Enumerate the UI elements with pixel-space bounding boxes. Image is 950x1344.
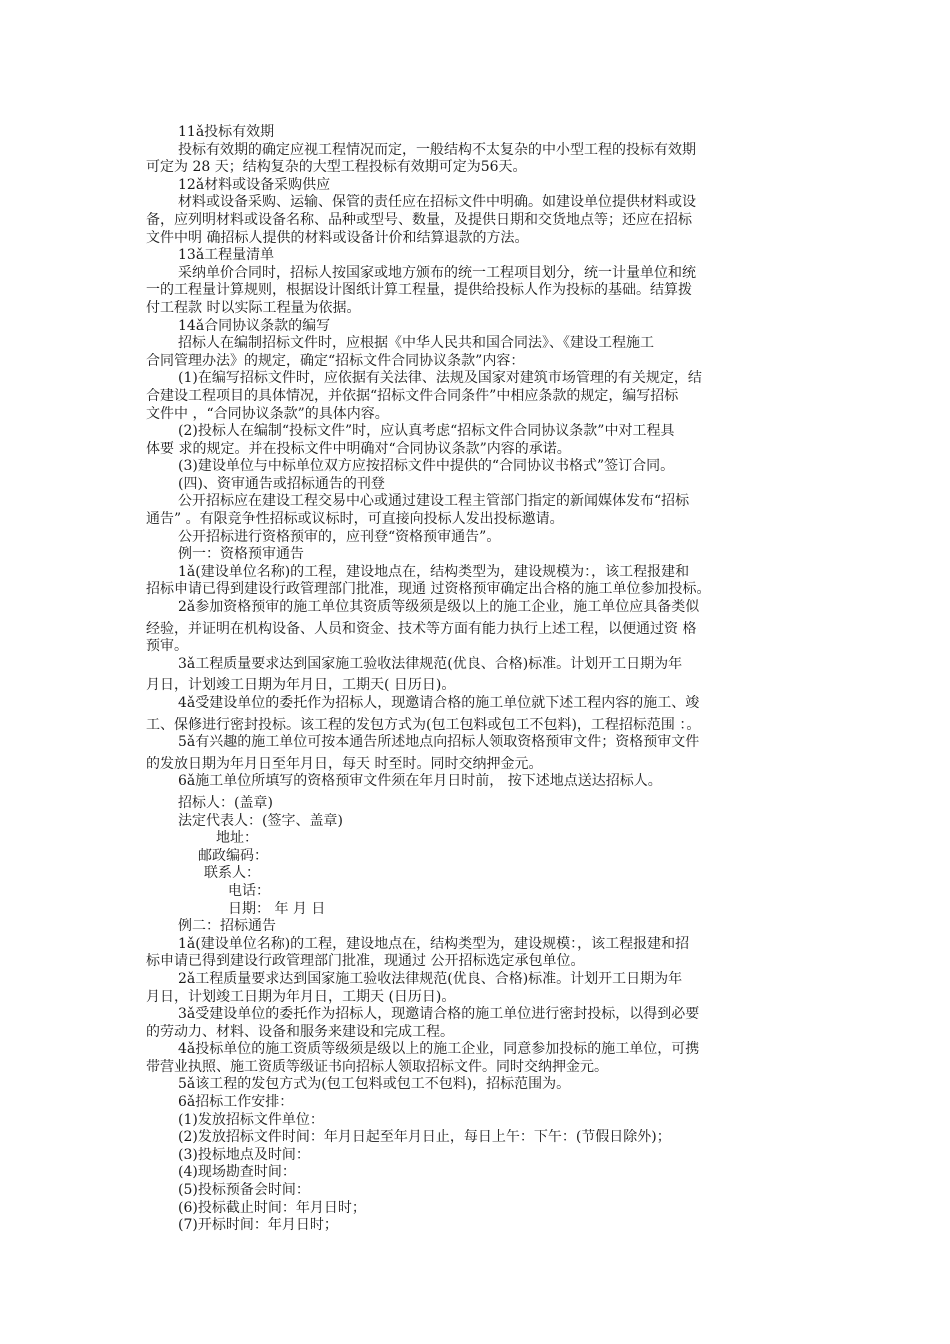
text-line: 的发放日期为年月日至年月日，每天 时至时。同时交纳押金元。 bbox=[146, 755, 543, 772]
text-line: 3ǎ受建设单位的委托作为招标人，现邀请合格的施工单位进行密封投标，以得到必要 bbox=[178, 1006, 700, 1023]
text-line: 带营业执照、施工资质等级证书向招标人领取招标文件。同时交纳押金元。 bbox=[146, 1058, 608, 1075]
text-line: 的劳动力、材料、设备和服务来建设和完成工程。 bbox=[146, 1023, 454, 1040]
text-line: 招标人在编制招标文件时，应根据《中华人民共和国合同法》、《建设工程施工 bbox=[178, 335, 654, 352]
text-line: 6ǎ招标工作安排： bbox=[178, 1094, 294, 1111]
text-line: 投标有效期的确定应视工程情况而定，一般结构不太复杂的中小型工程的投标有效期 bbox=[178, 141, 696, 158]
text-line: 13ǎ工程量清单 bbox=[178, 247, 275, 264]
text-line: 预审。 bbox=[146, 638, 188, 655]
text-line: 月日，计划竣工日期为年月日，工期天( 日历日)。 bbox=[146, 677, 456, 694]
text-line: 公开招标应在建设工程交易中心或通过建设工程主管部门指定的新闻媒体发布“招标 bbox=[178, 493, 690, 510]
text-line: 1ǎ(建设单位名称)的工程，建设地点在，结构类型为，建设规模：，该工程报建和招 bbox=[178, 935, 690, 952]
text-line: 可定为 28 天；结构复杂的大型工程投标有效期可定为56天。 bbox=[146, 159, 527, 176]
text-line: 合建设工程项目的具体情况，并依据“招标文件合同条件”中相应条款的规定，编写招标 bbox=[146, 387, 679, 404]
text-line: (3)投标地点及时间： bbox=[178, 1146, 310, 1163]
text-line: 2ǎ参加资格预审的施工单位其资质等级须是级以上的施工企业，施工单位应具备类似 bbox=[178, 599, 700, 616]
text-line: 例二：招标通告 bbox=[178, 918, 276, 935]
text-line: (1)发放招标文件单位： bbox=[178, 1111, 324, 1128]
text-line: 采纳单价合同时，招标人按国家或地方颁布的统一工程项目划分，统一计量单位和统 bbox=[178, 264, 696, 281]
text-line: 例一：资格预审通告 bbox=[178, 546, 304, 563]
text-line: 5ǎ有兴趣的施工单位可按本通告所述地点向招标人领取资格预审文件；资格预审文件 bbox=[178, 734, 700, 751]
text-line: 电话： bbox=[228, 882, 270, 899]
text-line: 合同管理办法》的规定，确定“招标文件合同协议条款”内容： bbox=[146, 352, 525, 369]
text-line: 日期： 年 月 日 bbox=[228, 900, 326, 917]
text-line: 备，应列明材料或设备名称、品种或型号、数量，及提供日期和交货地点等；还应在招标 bbox=[146, 211, 692, 228]
text-line: 地址： bbox=[216, 830, 258, 847]
text-line: (6)投标截止时间：年月日时； bbox=[178, 1199, 366, 1216]
text-line: (1)在编写招标文件时，应依据有关法律、法规及国家对建筑市场管理的有关规定，结 bbox=[178, 370, 702, 387]
text-line: 2ǎ工程质量要求达到国家施工验收法律规范(优良、合格)标准。计划开工日期为年 bbox=[178, 970, 683, 987]
text-line: 一的工程量计算规则，根据设计图纸计算工程量，提供给投标人作为投标的基础。结算拨 bbox=[146, 282, 692, 299]
document-body bbox=[146, 124, 806, 1235]
text-line: 文件中 ，“合同协议条款”的具体内容。 bbox=[146, 405, 389, 422]
text-line: 1ǎ(建设单位名称)的工程，建设地点在，结构类型为，建设规模为：，该工程报建和 bbox=[178, 563, 690, 580]
text-line: (四)、资审通告或招标通告的刊登 bbox=[178, 475, 385, 492]
text-line: 12ǎ材料或设备采购供应 bbox=[178, 176, 331, 193]
text-line: 邮政编码： bbox=[198, 847, 268, 864]
text-line: 月日，计划竣工日期为年月日，工期天 (日历日)。 bbox=[146, 988, 456, 1005]
text-line: 标申请已得到建设行政管理部门批准，现通过 公开招标选定承包单位。 bbox=[146, 953, 585, 970]
text-line: (2)发放招标文件时间：年月日起至年月日止，每日上午：下午：(节假日除外)； bbox=[178, 1129, 671, 1146]
text-line: (7)开标时间：年月日时； bbox=[178, 1217, 338, 1234]
text-line: (3)建设单位与中标单位双方应按招标文件中提供的“合同协议书格式”签订合同。 bbox=[178, 458, 675, 475]
text-line: (5)投标预备会时间： bbox=[178, 1182, 310, 1199]
text-line: 经验，并证明在机构设备、人员和资金、技术等方面有能力执行上述工程，以便通过资 格 bbox=[146, 620, 697, 637]
text-line: 工、保修进行密封投标。该工程的发包方式为(包工包料或包工不包料)，工程招标范围 ：。 bbox=[146, 716, 701, 733]
text-line: 付工程款 时以实际工程量为依据。 bbox=[146, 299, 361, 316]
text-line: (2)投标人在编制“投标文件”时，应认真考虑“招标文件合同协议条款”中对工程具 bbox=[178, 423, 675, 440]
text-line: 14ǎ合同协议条款的编写 bbox=[178, 317, 331, 334]
text-line: 联系人： bbox=[204, 865, 260, 882]
text-line: 4ǎ受建设单位的委托作为招标人，现邀请合格的施工单位就下述工程内容的施工、竣 bbox=[178, 695, 700, 711]
text-line: 文件中明 确招标人提供的材料或设备计价和结算退款的方法。 bbox=[146, 229, 529, 246]
text-line: 公开招标进行资格预审的，应刊登“资格预审通告”。 bbox=[178, 528, 501, 545]
text-line: 招标人：(盖章) bbox=[178, 794, 273, 811]
text-line: 11ǎ投标有效期 bbox=[178, 124, 275, 140]
text-line: 通告” 。有限竞争性招标或议标时，可直接向投标人发出投标邀请。 bbox=[146, 511, 564, 528]
text-line: 招标申请已得到建设行政管理部门批准，现通 过资格预审确定出合格的施工单位参加投标。 bbox=[146, 581, 711, 598]
text-line: 6ǎ施工单位所填写的资格预审文件须在年月日时前， 按下述地点送达招标人。 bbox=[178, 773, 662, 790]
text-line: 法定代表人：(签字、盖章) bbox=[178, 812, 343, 829]
text-line: 4ǎ投标单位的施工资质等级须是级以上的施工企业，同意参加投标的施工单位，可携 bbox=[178, 1041, 700, 1058]
text-line: (4)现场勘查时间： bbox=[178, 1164, 296, 1181]
text-line: 5ǎ该工程的发包方式为(包工包料或包工不包料)，招标范围为。 bbox=[178, 1076, 571, 1093]
text-line: 体要 求的规定。并在投标文件中明确对“合同协议条款”内容的承诺。 bbox=[146, 440, 571, 457]
text-line: 材料或设备采购、运输、保管的责任应在招标文件中明确。如建设单位提供材料或设 bbox=[178, 194, 696, 211]
text-line: 3ǎ工程质量要求达到国家施工验收法律规范(优良、合格)标准。计划开工日期为年 bbox=[178, 655, 683, 672]
